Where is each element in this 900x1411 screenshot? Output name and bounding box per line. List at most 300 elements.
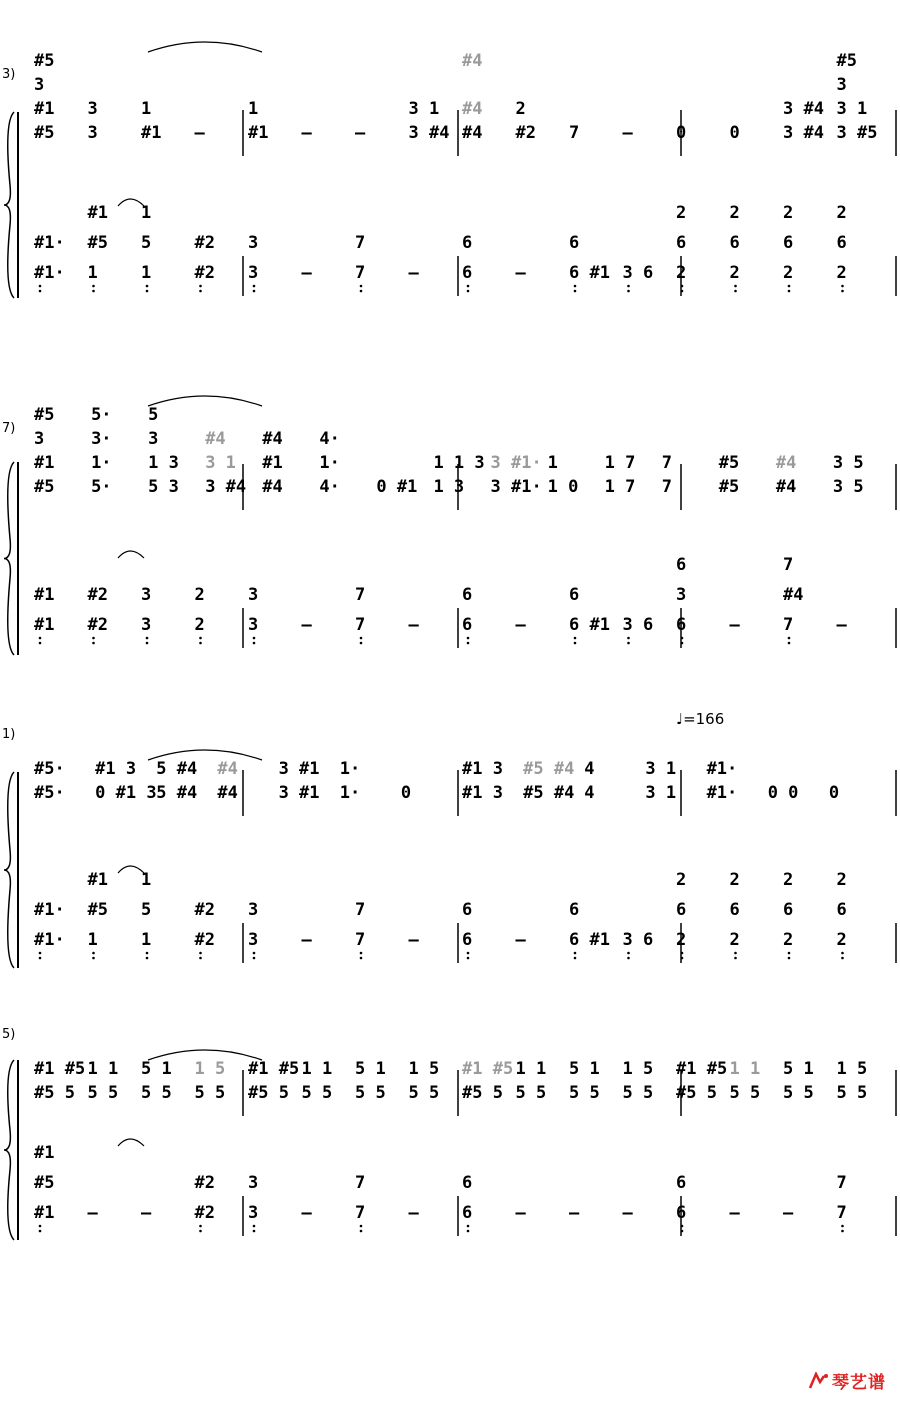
note-upper: 0 [729, 123, 740, 143]
octave-dot [574, 285, 577, 288]
note-lower: #2 [194, 1203, 215, 1223]
note-upper: #4 [462, 51, 483, 71]
note-upper: #5 5 [462, 1083, 503, 1103]
note-lower: – [515, 615, 526, 635]
note-lower: – [408, 930, 419, 950]
octave-dot [467, 637, 470, 640]
note-upper: #5· [34, 783, 65, 803]
octave-dot [360, 642, 363, 645]
note-upper: #1 [34, 99, 55, 119]
octave-dot [92, 290, 95, 293]
note-lower: #2 [87, 615, 108, 635]
note-lower: 7 [355, 585, 366, 605]
note-upper: 5 5 [87, 1083, 119, 1103]
note-lower: 2 [836, 870, 847, 890]
note-lower: – [622, 1203, 633, 1223]
octave-dot [467, 285, 470, 288]
note-upper: #2 [515, 123, 536, 143]
octave-dot [360, 290, 363, 293]
note-lower: #2 [194, 930, 215, 950]
note-upper: #4 [462, 123, 483, 143]
octave-dot [39, 290, 42, 293]
system-number: 7) [2, 421, 16, 436]
note-upper: 1· [319, 453, 340, 473]
note-upper: 7 [661, 477, 672, 497]
slur [148, 42, 262, 52]
note-upper: 3 #4 [408, 123, 450, 143]
note-upper: 5 5 [783, 1083, 814, 1103]
note-lower: 7 [355, 263, 366, 283]
note-upper: 5 5 [836, 1083, 868, 1103]
note-upper: #5 [34, 51, 55, 71]
octave-dot [253, 952, 256, 955]
note-upper: #1 #5 [248, 1059, 300, 1079]
note-lower: 1 [141, 930, 152, 950]
octave-dot [360, 285, 363, 288]
note-upper: #5 [718, 477, 740, 497]
slur [118, 551, 144, 558]
note-upper: 3 1 [645, 759, 677, 779]
note-lower: – [408, 263, 419, 283]
note-upper: 0 0 [767, 783, 799, 803]
note-upper: 5 3 [148, 477, 179, 497]
octave-dot [841, 1225, 844, 1228]
note-lower: #2 [194, 233, 215, 253]
note-lower: #2 [194, 1173, 215, 1193]
note-lower: #1 [34, 615, 55, 635]
note-upper: 3 1 [205, 453, 236, 473]
note-upper: 2 [515, 99, 526, 119]
octave-dot [841, 952, 844, 955]
note-upper: 5 #4 [156, 783, 198, 803]
octave-dot [788, 642, 791, 645]
note-upper: 1 5 [194, 1059, 226, 1079]
octave-dot [467, 1225, 470, 1228]
note-upper: #5 [34, 405, 55, 425]
slur [148, 396, 262, 406]
note-upper: 0 [828, 783, 840, 803]
note-upper: #1 3 [95, 759, 137, 779]
note-upper: 0 [676, 123, 687, 143]
note-upper: 1 5 [622, 1059, 654, 1079]
octave-dot [146, 285, 149, 288]
note-upper: – [622, 123, 633, 143]
octave-dot [467, 290, 470, 293]
note-lower: 3 [248, 585, 259, 605]
octave-dot [146, 637, 149, 640]
octave-dot [199, 1230, 202, 1233]
note-upper: 5 5 [194, 1083, 226, 1103]
note-lower: 1 [141, 870, 152, 890]
note-lower: 6 [836, 900, 847, 920]
note-lower: 6 [462, 263, 473, 283]
note-upper: 3 #5 [836, 123, 878, 143]
octave-dot [788, 952, 791, 955]
note-upper: 3 5 [832, 477, 864, 497]
note-upper: #1 #5 [676, 1059, 728, 1079]
note-lower: 6 [836, 233, 847, 253]
note-lower: 7 [355, 1173, 366, 1193]
octave-dot [39, 1225, 42, 1228]
note-upper: 3 [148, 429, 159, 449]
note-upper: 3 [87, 99, 98, 119]
octave-dot [39, 1230, 42, 1233]
slur [118, 1139, 144, 1146]
note-lower: 3 [248, 1203, 259, 1223]
note-upper: #1 [262, 453, 283, 473]
note-upper: 1 0 [547, 477, 579, 497]
note-upper: 1 5 [836, 1059, 868, 1079]
note-lower: #1 [34, 1143, 55, 1163]
note-lower: 6 [462, 585, 473, 605]
system-brace [4, 112, 14, 298]
note-upper: 3 #1 [278, 759, 320, 779]
octave-dot [253, 1225, 256, 1228]
note-upper: – [194, 123, 205, 143]
octave-dot [788, 285, 791, 288]
note-lower: #2 [194, 263, 215, 283]
note-lower: 7 [836, 1203, 847, 1223]
note-upper: #4 [217, 759, 238, 779]
note-upper: 5 1 [783, 1059, 814, 1079]
note-lower: 6 [462, 233, 473, 253]
octave-dot [253, 637, 256, 640]
octave-dot [39, 952, 42, 955]
note-upper: #4 [262, 429, 283, 449]
octave-dot [253, 957, 256, 960]
octave-dot [681, 290, 684, 293]
note-lower: #2 [194, 900, 215, 920]
note-upper: 1 7 [604, 453, 636, 473]
octave-dot [627, 290, 630, 293]
note-upper: 3 [34, 429, 45, 449]
note-upper: #1 #5 [462, 1059, 514, 1079]
note-lower: 6 [676, 1203, 687, 1223]
note-lower: – [783, 1203, 794, 1223]
note-lower: – [836, 615, 847, 635]
note-lower: 6 #1 [569, 615, 610, 635]
note-lower: #1· [34, 263, 65, 283]
octave-dot [467, 642, 470, 645]
octave-dot [92, 957, 95, 960]
note-upper: 4· [319, 477, 340, 497]
note-lower: – [515, 263, 526, 283]
note-lower: 3 [676, 585, 687, 605]
note-lower: 6 [569, 585, 580, 605]
note-upper: #1 3 [462, 783, 503, 803]
octave-dot [253, 1230, 256, 1233]
octave-dot [199, 952, 202, 955]
note-lower: 1 [141, 203, 152, 223]
note-upper: 5· [91, 477, 112, 497]
octave-dot [734, 957, 737, 960]
octave-dot [92, 285, 95, 288]
octave-dot [627, 642, 630, 645]
note-upper: 5 [148, 405, 159, 425]
note-lower: 2 [729, 930, 740, 950]
octave-dot [627, 957, 630, 960]
note-upper: #4 [262, 477, 283, 497]
octave-dot [574, 952, 577, 955]
octave-dot [360, 1230, 363, 1233]
note-upper: #5 [34, 477, 55, 497]
note-upper: 0 #1 [376, 477, 418, 497]
note-lower: – [141, 1203, 152, 1223]
note-upper: 5 #4 [156, 759, 198, 779]
note-upper: #5 #4 [523, 759, 575, 779]
note-lower: 2 [836, 203, 847, 223]
note-lower: 2 [783, 263, 794, 283]
octave-dot [574, 637, 577, 640]
note-upper: 3 1 [645, 783, 677, 803]
octave-dot [92, 952, 95, 955]
octave-dot [360, 952, 363, 955]
note-lower: 7 [355, 615, 366, 635]
note-lower: 6 [676, 900, 687, 920]
note-upper: 5 5 [408, 1083, 440, 1103]
note-lower: #1· [34, 930, 65, 950]
note-lower: 6 [676, 233, 687, 253]
note-lower: 7 [355, 900, 366, 920]
note-lower: 6 [569, 233, 580, 253]
watermark-text: 琴艺谱 [832, 1373, 886, 1393]
octave-dot [627, 637, 630, 640]
note-lower: 2 [729, 870, 740, 890]
octave-dot [841, 290, 844, 293]
note-upper: #4 [775, 477, 797, 497]
note-upper: 5 5 [569, 1083, 600, 1103]
note-lower: 1 [87, 930, 98, 950]
note-lower: 6 #1 [569, 263, 610, 283]
octave-dot [360, 957, 363, 960]
note-lower: 1 [141, 263, 152, 283]
note-lower: #5 [34, 1173, 55, 1193]
octave-dot [681, 285, 684, 288]
note-upper: 3 #1 [278, 783, 320, 803]
note-lower: 3 [248, 615, 259, 635]
note-upper: #4 [217, 783, 238, 803]
note-lower: 6 [783, 900, 794, 920]
note-upper: 1 1 [87, 1059, 119, 1079]
note-upper: 3 5 [832, 453, 864, 473]
octave-dot [92, 637, 95, 640]
note-lower: 3 6 [622, 615, 654, 635]
note-upper: #1· [706, 759, 738, 779]
octave-dot [681, 642, 684, 645]
note-upper: 1 7 [604, 477, 636, 497]
octave-dot [734, 285, 737, 288]
note-upper: 4 [584, 759, 595, 779]
octave-dot [253, 290, 256, 293]
octave-dot [360, 1225, 363, 1228]
site-logo [808, 1368, 886, 1393]
note-lower: #1 [87, 870, 108, 890]
note-lower: #1 [34, 1203, 55, 1223]
note-upper: 5 1 [569, 1059, 600, 1079]
note-lower: – [515, 930, 526, 950]
tempo-marking: ♩=166 [676, 710, 725, 728]
note-lower: 7 [783, 555, 794, 575]
note-upper: #5 [718, 453, 740, 473]
note-upper: #5 [34, 123, 55, 143]
octave-dot [788, 637, 791, 640]
note-lower: – [408, 615, 419, 635]
note-lower: 2 [783, 870, 794, 890]
note-lower: #2 [87, 585, 108, 605]
note-lower: 7 [783, 615, 794, 635]
note-upper: 5 5 [301, 1083, 333, 1103]
system-brace [4, 1060, 14, 1240]
note-lower: 2 [729, 203, 740, 223]
note-lower: 6 [676, 615, 687, 635]
note-lower: 5 [141, 233, 152, 253]
octave-dot [199, 290, 202, 293]
note-upper: 3 #4 [783, 99, 824, 119]
note-upper: 3 [836, 75, 847, 95]
note-lower: 6 [462, 615, 473, 635]
note-lower: 2 [783, 930, 794, 950]
note-lower: 6 [676, 1173, 687, 1193]
note-upper: 1· [339, 783, 361, 803]
note-lower: 3 [141, 585, 152, 605]
octave-dot [681, 952, 684, 955]
octave-dot [734, 952, 737, 955]
note-lower: 6 #1 [569, 930, 610, 950]
note-upper: – [355, 123, 366, 143]
note-lower: 7 [836, 1173, 847, 1193]
octave-dot [146, 957, 149, 960]
note-lower: 3 [248, 233, 259, 253]
note-lower: #5 [87, 900, 108, 920]
note-lower: 7 [355, 930, 366, 950]
note-lower: – [515, 1203, 526, 1223]
octave-dot [199, 1225, 202, 1228]
octave-dot [146, 290, 149, 293]
note-lower: 6 [783, 233, 794, 253]
note-upper: 1· [339, 759, 361, 779]
note-lower: – [729, 1203, 740, 1223]
octave-dot [39, 642, 42, 645]
note-lower: – [301, 1203, 312, 1223]
note-upper: #1 [141, 123, 162, 143]
note-lower: – [729, 615, 740, 635]
note-lower: – [301, 615, 312, 635]
note-upper: 1 [547, 453, 558, 473]
note-lower: 2 [194, 585, 205, 605]
note-lower: 3 [248, 1173, 259, 1193]
note-upper: 3 [87, 123, 98, 143]
octave-dot [788, 290, 791, 293]
note-lower: 3 6 [622, 930, 654, 950]
note-lower: #1· [34, 233, 65, 253]
note-lower: 7 [355, 1203, 366, 1223]
note-lower: 6 [729, 900, 740, 920]
note-lower: 2 [783, 203, 794, 223]
note-upper: 0 #1 3 [95, 783, 157, 803]
note-upper: 1 [141, 99, 152, 119]
note-upper: 3 1 [408, 99, 440, 119]
note-lower: 3 [248, 263, 259, 283]
note-upper: #5 5 [34, 1083, 75, 1103]
note-upper: 1 3 [433, 477, 465, 497]
note-lower: 7 [355, 233, 366, 253]
note-lower: – [301, 263, 312, 283]
note-lower: 2 [676, 870, 687, 890]
octave-dot [199, 637, 202, 640]
note-upper: 1 3 [148, 453, 179, 473]
note-upper: 3 #1· [490, 477, 542, 497]
system-brace [4, 772, 14, 968]
note-lower: #1 [34, 585, 55, 605]
note-lower: 6 [569, 900, 580, 920]
octave-dot [253, 285, 256, 288]
note-lower: 6 [676, 555, 687, 575]
octave-dot [681, 957, 684, 960]
note-upper: 1 1 3 [433, 453, 485, 473]
note-upper: #5 5 [248, 1083, 289, 1103]
note-upper: 5 5 [729, 1083, 761, 1103]
note-upper: 3 #4 [205, 477, 247, 497]
note-upper: 3 #4 [783, 123, 824, 143]
octave-dot [253, 642, 256, 645]
note-upper: 3 1 [836, 99, 868, 119]
note-lower: 6 [462, 1173, 473, 1193]
octave-dot [841, 285, 844, 288]
note-upper: #1 [248, 123, 269, 143]
note-upper: 1 1 [515, 1059, 547, 1079]
octave-dot [627, 285, 630, 288]
note-upper: 5 1 [355, 1059, 386, 1079]
note-upper: 7 [569, 123, 580, 143]
note-upper: – [301, 123, 312, 143]
note-lower: 1 [87, 263, 98, 283]
octave-dot [627, 952, 630, 955]
note-upper: 7 [661, 453, 672, 473]
note-lower: 3 [248, 900, 259, 920]
note-lower: 2 [676, 203, 687, 223]
note-lower: 6 [729, 233, 740, 253]
note-upper: 1· [91, 453, 112, 473]
octave-dot [788, 957, 791, 960]
octave-dot [574, 642, 577, 645]
note-lower: 2 [194, 615, 205, 635]
note-lower: 6 [462, 900, 473, 920]
octave-dot [841, 957, 844, 960]
note-upper: 1 1 [301, 1059, 333, 1079]
octave-dot [39, 637, 42, 640]
system-number: 5) [2, 1027, 16, 1042]
note-lower: – [569, 1203, 580, 1223]
note-lower: 5 [141, 900, 152, 920]
octave-dot [574, 957, 577, 960]
note-upper: 4· [319, 429, 340, 449]
note-lower: #4 [783, 585, 804, 605]
note-upper: 1 1 [729, 1059, 761, 1079]
note-upper: #1 3 [462, 759, 503, 779]
octave-dot [360, 637, 363, 640]
octave-dot [146, 952, 149, 955]
note-upper: #4 [462, 99, 483, 119]
octave-dot [199, 285, 202, 288]
octave-dot [734, 290, 737, 293]
note-upper: 0 [400, 783, 412, 803]
note-lower: 6 [462, 1203, 473, 1223]
octave-dot [681, 1225, 684, 1228]
octave-dot [841, 1230, 844, 1233]
note-upper: #1 [34, 453, 55, 473]
note-upper: 5 1 [141, 1059, 172, 1079]
note-upper: 3 #1· [490, 453, 542, 473]
